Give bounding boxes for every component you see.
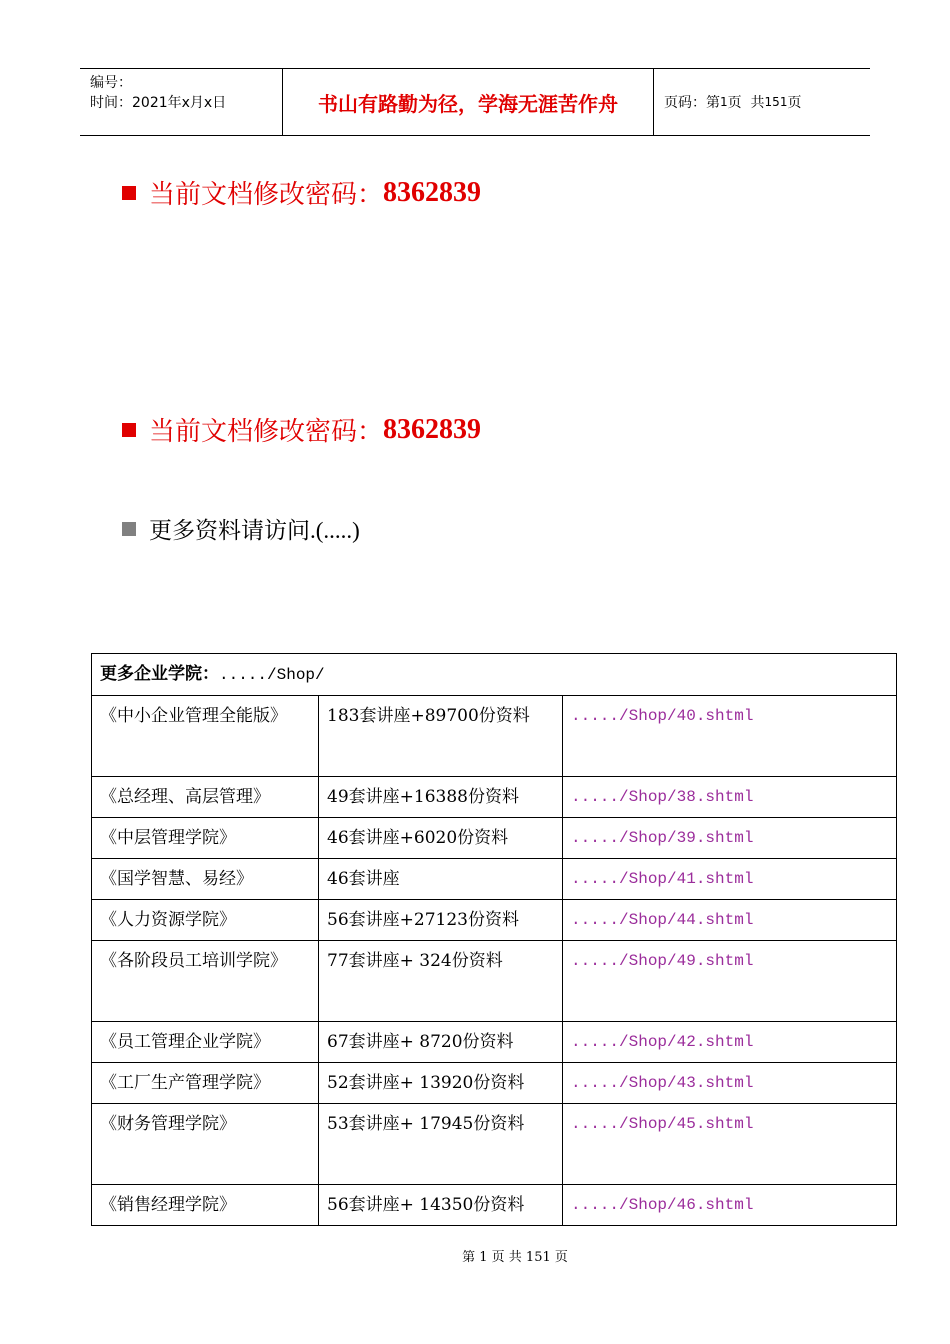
academy-count: 49套讲座+16388份资料 bbox=[319, 777, 563, 818]
table-row bbox=[92, 900, 897, 941]
academy-link[interactable]: ...../Shop/46.shtml bbox=[563, 1185, 897, 1226]
academy-count: 53套讲座+ 17945份资料 bbox=[319, 1104, 563, 1185]
table-row bbox=[92, 1185, 897, 1226]
academy-link[interactable]: ...../Shop/41.shtml bbox=[563, 859, 897, 900]
academy-name: 《员工管理企业学院》 bbox=[92, 1022, 319, 1063]
password-code: 8362839 bbox=[383, 176, 482, 208]
academy-link[interactable]: ...../Shop/45.shtml bbox=[563, 1104, 897, 1185]
academy-name: 《人力资源学院》 bbox=[92, 900, 319, 941]
time-label: 时间：2021年x月x日 bbox=[90, 95, 227, 111]
table-row bbox=[92, 859, 897, 900]
academy-name: 《中小企业管理全能版》 bbox=[92, 696, 319, 777]
academy-table bbox=[91, 653, 897, 1226]
academy-count: 77套讲座+ 324份资料 bbox=[319, 941, 563, 1022]
page-end: 页 bbox=[787, 95, 802, 111]
academy-name: 《总经理、高层管理》 bbox=[92, 777, 319, 818]
more-resources-line bbox=[122, 512, 360, 545]
academy-name: 《中层管理学院》 bbox=[92, 818, 319, 859]
academy-link[interactable]: ...../Shop/43.shtml bbox=[563, 1063, 897, 1104]
academy-link[interactable]: ...../Shop/38.shtml bbox=[563, 777, 897, 818]
page-label: 页码：第 bbox=[664, 95, 720, 111]
password-notice bbox=[122, 174, 481, 211]
more-label: 更多资料请访问 bbox=[149, 518, 310, 544]
academy-count: 56套讲座+27123份资料 bbox=[319, 900, 563, 941]
red-square-bullet-icon bbox=[122, 423, 136, 437]
academy-link[interactable]: ...../Shop/39.shtml bbox=[563, 818, 897, 859]
page-total: 151 bbox=[764, 95, 788, 109]
academy-name: 《工厂生产管理学院》 bbox=[92, 1063, 319, 1104]
header-page-info bbox=[654, 69, 870, 135]
page-footer: 第 1 页 共 151 页 bbox=[462, 1250, 568, 1265]
password-notice bbox=[122, 411, 481, 448]
table-header-row bbox=[92, 654, 897, 696]
table-row bbox=[92, 1104, 897, 1185]
academy-count: 183套讲座+89700份资料 bbox=[319, 696, 563, 777]
password-label: 当前文档修改密码： bbox=[149, 180, 384, 210]
academy-count: 46套讲座 bbox=[319, 859, 563, 900]
password-label: 当前文档修改密码： bbox=[149, 417, 384, 447]
table-row bbox=[92, 1022, 897, 1063]
table-row bbox=[92, 941, 897, 1022]
academy-name: 《财务管理学院》 bbox=[92, 1104, 319, 1185]
table-header-label: 更多企业学院： bbox=[100, 664, 219, 684]
academy-count: 52套讲座+ 13920份资料 bbox=[319, 1063, 563, 1104]
table-header-cell bbox=[92, 654, 897, 696]
table-row bbox=[92, 777, 897, 818]
number-label: 编号： bbox=[90, 75, 132, 91]
academy-name: 《各阶段员工培训学院》 bbox=[92, 941, 319, 1022]
gray-square-bullet-icon bbox=[122, 522, 136, 536]
table-row bbox=[92, 818, 897, 859]
page-mid: 页 共 bbox=[727, 95, 765, 111]
table-header-url[interactable]: ...../Shop/ bbox=[219, 666, 325, 684]
table-row bbox=[92, 1063, 897, 1104]
academy-name: 《销售经理学院》 bbox=[92, 1185, 319, 1226]
academy-name: 《国学智慧、易经》 bbox=[92, 859, 319, 900]
more-tail: .(.....) bbox=[310, 518, 360, 543]
academy-link[interactable]: ...../Shop/40.shtml bbox=[563, 696, 897, 777]
academy-link[interactable]: ...../Shop/44.shtml bbox=[563, 900, 897, 941]
academy-count: 46套讲座+6020份资料 bbox=[319, 818, 563, 859]
academy-link[interactable]: ...../Shop/49.shtml bbox=[563, 941, 897, 1022]
academy-count: 67套讲座+ 8720份资料 bbox=[319, 1022, 563, 1063]
table-row bbox=[92, 696, 897, 777]
page-current: 1 bbox=[720, 95, 728, 109]
password-code: 8362839 bbox=[383, 413, 482, 445]
more-resources-text bbox=[149, 512, 360, 545]
red-square-bullet-icon bbox=[122, 186, 136, 200]
academy-count: 56套讲座+ 14350份资料 bbox=[319, 1185, 563, 1226]
page-header bbox=[80, 68, 870, 136]
academy-link[interactable]: ...../Shop/42.shtml bbox=[563, 1022, 897, 1063]
header-meta bbox=[80, 69, 282, 135]
header-motto: 书山有路勤为径，学海无涯苦作舟 bbox=[282, 69, 654, 135]
